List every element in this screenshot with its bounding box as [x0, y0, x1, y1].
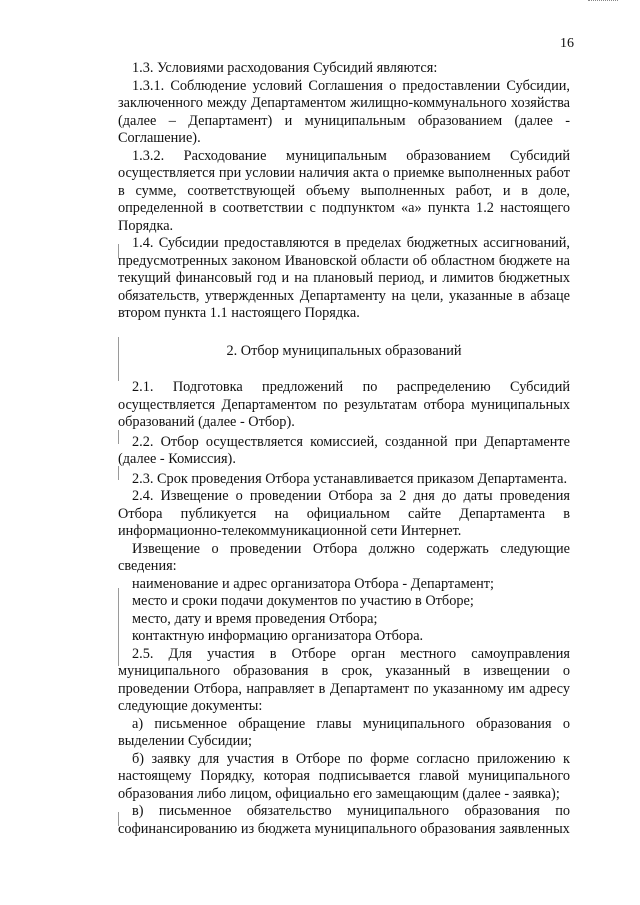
list-item-b: б) заявку для участия в Отборе по форме согласно приложению к настоящему Порядку, которая подписывается главой муниципального образования либо лицом, официально его замещающим (далее - заявка); [118, 750, 570, 802]
list-item-date-time: место, дату и время проведения Отбора; [132, 610, 378, 627]
paragraph-1-3: 1.3. Условиями расходования Субсидий являются: [132, 60, 438, 76]
paragraph-2-3: 2.3. Срок проведения Отбора устанавливается приказом Департамента. [132, 470, 568, 487]
paragraph-2-2: 2.2. Отбор осуществляется комиссией, созданной при Департаменте (далее - Комиссия). [118, 433, 570, 467]
scan-corner-mark [588, 0, 618, 7]
paragraph-2-5: 2.5. Для участия в Отборе орган местного самоуправления муниципального образования в срок, указанный в извещении о проведении Отбора, направляет в Департамент по указанному им адресу следующие документы: [118, 645, 570, 714]
paragraph-1-3-2: 1.3.2. Расходование муниципальным образованием Субсидий осуществляется при условии наличия акта о приемке выполненных работ в сумме, соответствующей объему выполненных работ, и в доле, определенной в соответствии с подпунктом «а» пункта 1.2 настоящего Порядка. [118, 147, 570, 234]
list-item-organizer: наименование и адрес организатора Отбора - Департамент; [132, 575, 494, 592]
paragraph-1-4: 1.4. Субсидии предоставляются в пределах бюджетных ассигнований, предусмотренных законом Ивановской области об областном бюджете на текущий финансовый год и на плановый период, и лимитов бюджетных обязательств, утвержденных Департаменту на цели, указанные в абзаце втором пункта 1.1 настоящего Порядка. [118, 235, 570, 321]
list-item-a: а) письменное обращение главы муниципального образования о выделении Субсидии; [118, 715, 570, 749]
paragraph-notice-contents: Извещение о проведении Отбора должно содержать следующие сведения: [118, 540, 570, 574]
list-item-c: в) письменное обязательство муниципального образования по софинансированию из бюджета муниципального образования заявленных [118, 803, 570, 837]
section-heading-2: 2. Отбор муниципальных образований [226, 342, 462, 359]
paragraph-2-4: 2.4. Извещение о проведении Отбора за 2 дня до даты проведения Отбора публикуется на официальном сайте Департамента в информационно-телекоммуникационной сети Интернет. [118, 488, 570, 539]
paragraph-1-3-1: 1.3.1. Соблюдение условий Соглашения о предоставлении Субсидии, заключенного между Департаментом жилищно-коммунального хозяйства (далее – Департамент) и муниципальным образованием (далее - Соглашение). [118, 77, 570, 146]
page-number: 16 [560, 36, 574, 51]
document-body [118, 60, 570, 838]
list-item-contacts: контактную информацию организатора Отбора. [132, 628, 424, 644]
list-item-place-terms: место и сроки подачи документов по участию в Отборе; [132, 593, 474, 609]
paragraph-2-1: 2.1. Подготовка предложений по распределению Субсидий осуществляется Департаментом по результатам отбора муниципальных образований (далее - Отбор). [118, 379, 570, 430]
